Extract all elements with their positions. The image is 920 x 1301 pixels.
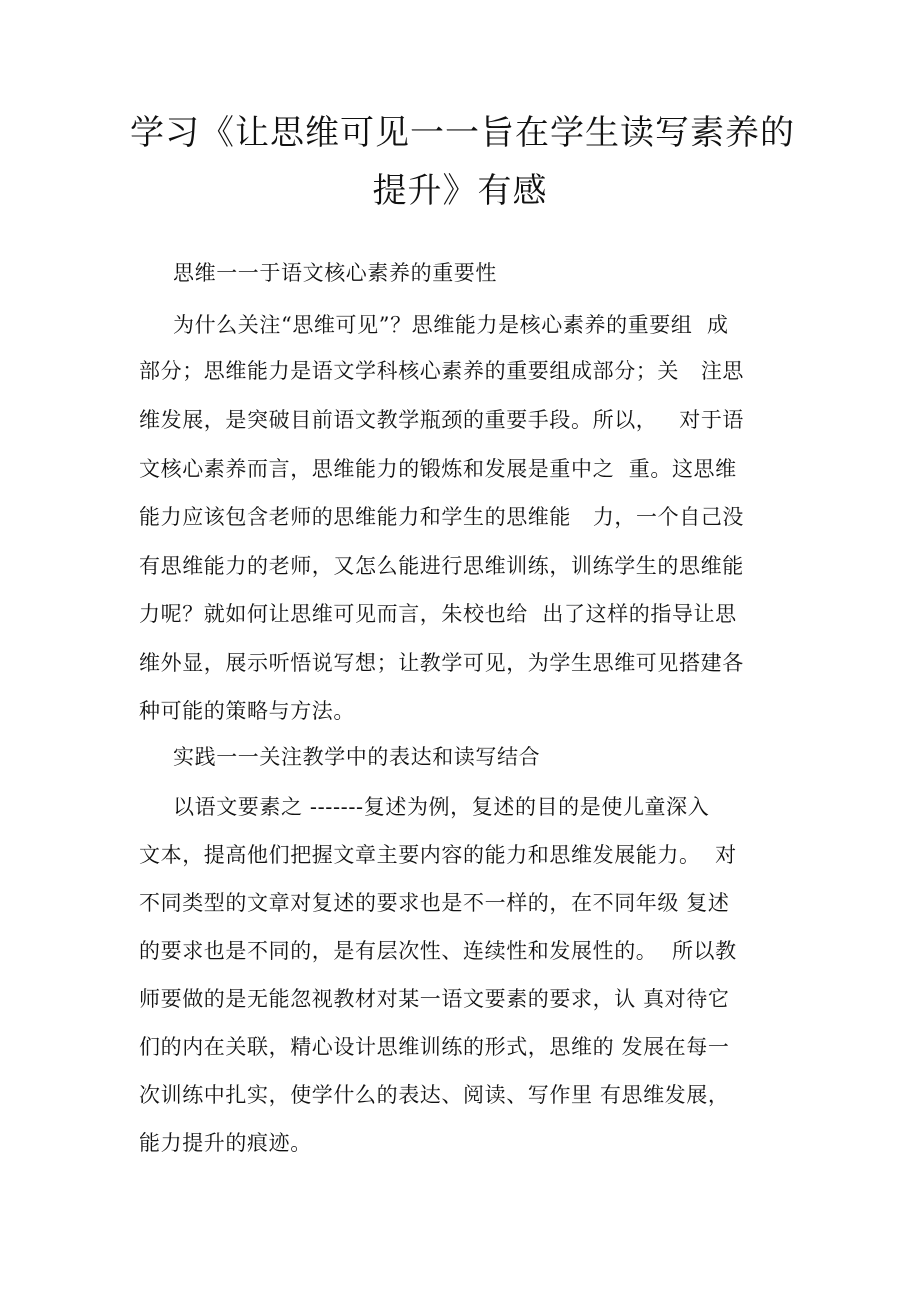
title-line-1: 学习《让思维可见一一旨在学生读写素养的 [130,113,795,153]
body-line: 师要做的是无能忽视教材对某一语文要素的要求，认 真对待它 [139,987,730,1011]
body-line: 为什么关注“思维可见”？思维能力是核心素养的重要组 成 [173,313,729,337]
body-line: 维外显，展示听悟说写想；让教学可见，为学生思维可见搭建各 [139,651,744,675]
body-line: 们的内在关联，精心设计思维训练的形式，思维的 发展在每一 [139,1035,730,1059]
body-line: 维发展，是突破目前语文教学瓶颈的重要手段。所以， 对于语 [139,408,745,432]
document-title [130,104,795,220]
body-line: 的要求也是不同的，是有层次性、连续性和发展性的。 所以教 [139,939,737,963]
section-heading-2: 实践一一关注教学中的表达和读写结合 [173,745,541,769]
body-line: 能力提升的痕迹。 [139,1131,312,1155]
body-line: 种可能的策略与方法。 [139,699,355,723]
body-line: 力呢？就如何让思维可见而言，朱校也给 出了这样的指导让思 [139,602,737,626]
body-line: 文核心素养而言，思维能力的锻炼和发展是重中之 重。这思维 [139,457,737,481]
title-line-2: 提升》有感 [372,171,548,211]
body-line: 能力应该包含老师的思维能力和学生的思维能 力，一个自己没 [139,505,745,529]
section-heading-1: 思维一一于语文核心素养的重要性 [173,261,497,285]
body-line: 以语文要素之 -------复述为例，复述的目的是使儿童深入 [173,795,710,819]
body-line: 文本，提高他们把握文章主要内容的能力和思维发展能力。 对 [139,843,737,867]
body-line: 有思维能力的老师，又怎么能进行思维训练，训练学生的思维能 [139,554,744,578]
body-line: 不同类型的文章对复述的要求也是不一样的，在不同年级 复述 [139,891,730,915]
body-line: 部分；思维能力是语文学科核心素养的重要组成部分；关 注思 [139,359,745,383]
body-line: 次训练中扎实，使学什么的表达、阅读、写作里 有思维发展， [139,1083,730,1107]
